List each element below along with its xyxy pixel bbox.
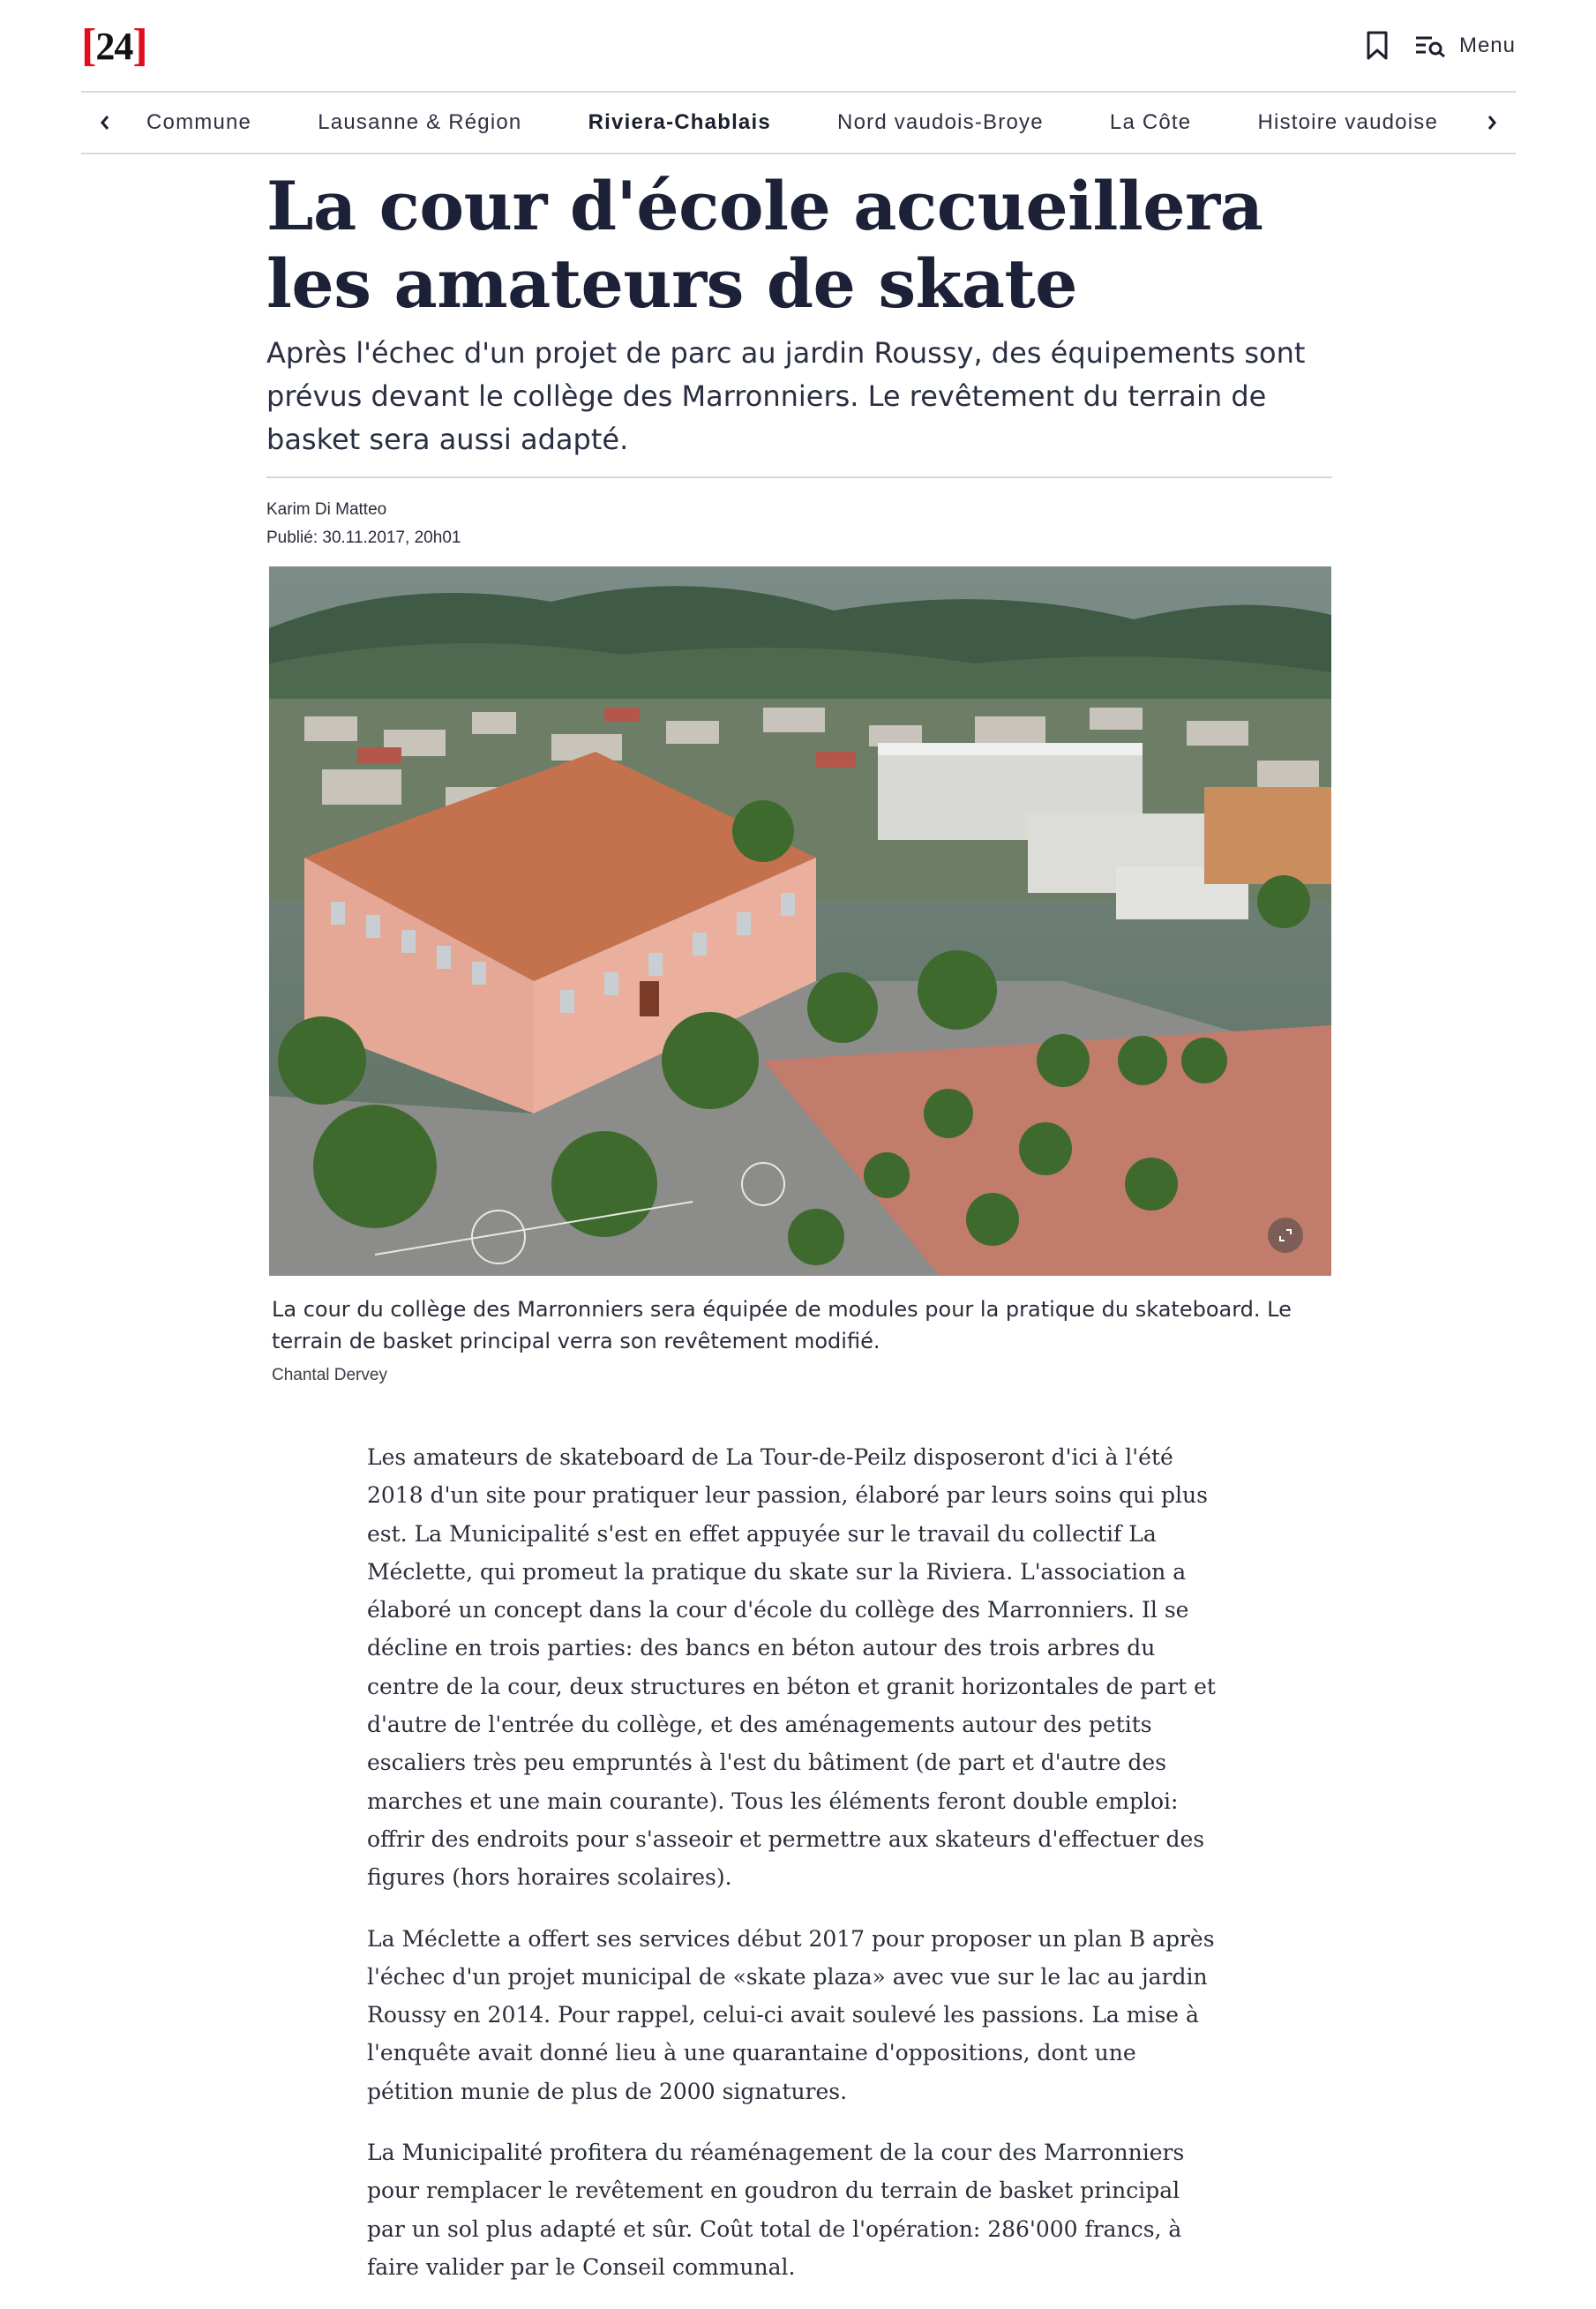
image-credit: Chantal Dervey	[272, 1366, 387, 1384]
logo-text: 24	[95, 24, 133, 68]
nav-prev-button[interactable]	[81, 93, 129, 153]
article-image[interactable]	[269, 566, 1331, 1276]
article-meta	[266, 496, 461, 552]
site-header	[81, 20, 1516, 71]
chevron-left-icon	[99, 114, 111, 131]
nav-item-commune[interactable]: Commune	[146, 110, 252, 134]
header-divider	[266, 476, 1332, 478]
nav-items	[129, 110, 1468, 135]
article-headline: La cour d'école accueillera les amateurs de skate	[266, 167, 1263, 323]
article-lead: Après l'échec d'un projet de parc au jardin Roussy, des équipements sont prévus devant le collège des Marronniers. Le revêtement du terrain de basket sera aussi adapté.	[266, 336, 1306, 456]
article-author[interactable]: Karim Di Matteo	[266, 500, 387, 519]
menu-button[interactable]	[1415, 34, 1516, 58]
expand-image-button[interactable]	[1268, 1218, 1303, 1253]
header-actions	[1366, 25, 1516, 67]
body-paragraph: Les amateurs de skateboard de La Tour-de-Peilz disposeront d'ici à l'été 2018 d'un site pour pratiquer leur passion, élaboré par leurs soins qui plus est. La Municipalité s'est en effet appuyée sur le travail du collectif La Méclette, qui promeut la pratique du skate sur la Riviera. L'association a élaboré un concept dans la cour d'école du collège des Marronniers. Il se décline en trois parties: des bancs en béton autour des trois arbres du centre de la cour, deux structures en béton et granit horizontales de part et d'autre de l'entrée du collège, et des aménagements autour des petits escaliers très peu empruntés à l'est du bâtiment (de part et d'autre des marches et une main courante). Tous les éléments feront double emploi: offrir des endroits pour s'asseoir et permettre aux skateurs d'effectuer des figures (hors horaires scolaires).	[367, 1444, 1216, 1891]
image-caption: La cour du collège des Marronniers sera équipée de modules pour la pratique du skateboard. Le terrain de basket principal verra son revêtement modifié.	[272, 1297, 1292, 1353]
menu-label: Menu	[1458, 34, 1516, 57]
expand-icon	[1278, 1227, 1293, 1243]
chevron-right-icon	[1486, 114, 1498, 131]
body-paragraph: La Municipalité profitera du réaménagement de la cour des Marronniers pour remplacer le revêtement en goudron du terrain de basket principal par un sol plus adapté et sûr. Coût total de l'opération: 286'000 francs, à faire valider par le Conseil communal.	[367, 2140, 1185, 2280]
section-nav	[81, 91, 1516, 154]
nav-item-nord-vaudois-broye[interactable]: Nord vaudois-Broye	[837, 110, 1044, 134]
nav-next-button[interactable]	[1468, 93, 1516, 153]
nav-item-la-cote[interactable]: La Côte	[1109, 110, 1192, 134]
article-published-date: Publié: 30.11.2017, 20h01	[266, 529, 461, 547]
logo-bracket-right: ]	[132, 20, 147, 71]
article-body	[367, 1438, 1223, 2309]
nav-item-riviera-chablais[interactable]: Riviera-Chablais	[588, 110, 771, 134]
logo-bracket-left: [	[81, 20, 96, 71]
bookmark-icon[interactable]	[1366, 31, 1389, 61]
body-paragraph: La Méclette a offert ses services début 2017 pour proposer un plan B après l'échec d'un projet municipal de «skate plaza» avec vue sur le lac au jardin Roussy en 2014. Pour rappel, celui-ci avait soulevé les passions. La mise à l'enquête avait donné lieu à une quarantaine d'oppositions, dont une pétition munie de plus de 2000 signatures.	[367, 1925, 1215, 2104]
menu-search-icon	[1415, 34, 1447, 57]
school-aerial-photo	[269, 566, 1331, 1276]
site-logo[interactable]	[81, 20, 147, 71]
nav-item-lausanne-region[interactable]: Lausanne & Région	[318, 110, 522, 134]
nav-item-histoire-vaudoise[interactable]: Histoire vaudoise	[1257, 110, 1438, 134]
